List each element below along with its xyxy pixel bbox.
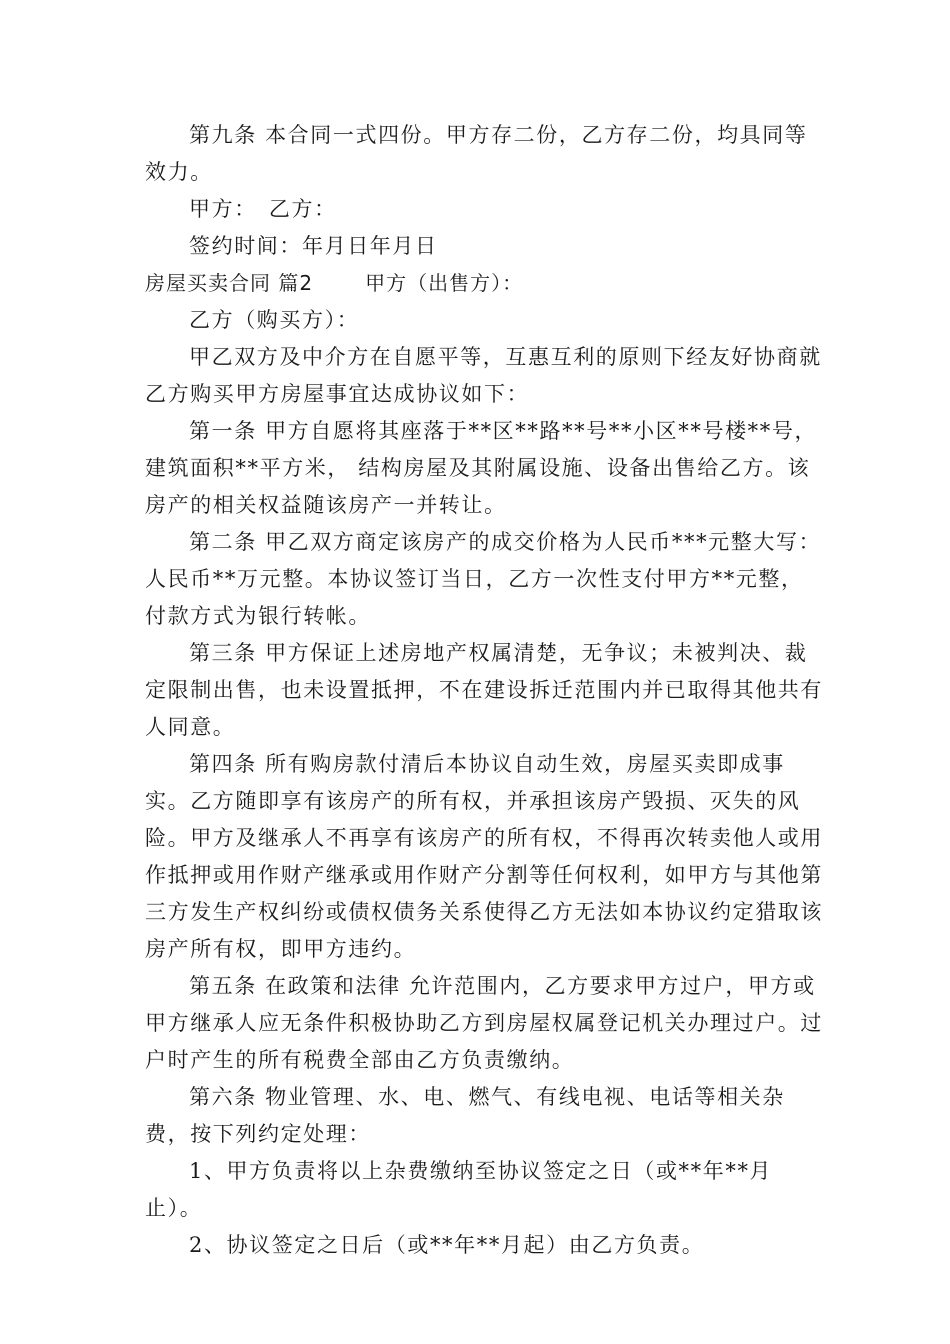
document-body — [145, 117, 825, 1264]
article-2-paragraph: 第二条 甲乙双方商定该房产的成交价格为人民币***元整大写：人民币**万元整。本协议签订当日，乙方一次性支付甲方**元整，付款方式为银行转帐。 — [145, 530, 822, 628]
article-5-paragraph: 第五条 在政策和法律 允许范围内，乙方要求甲方过户，甲方或甲方继承人应无条件积极协助乙方到房屋权属登记机关办理过户。过户时产生的所有税费全部由乙方负责缴纳。 — [145, 974, 823, 1072]
list-item-1: 1、甲方负责将以上杂费缴纳至协议签定之日（或**年**月止）。 — [145, 1159, 773, 1220]
signature-parties-line: 甲方： 乙方： — [189, 197, 337, 221]
article-3-paragraph: 第三条 甲方保证上述房地产权属清楚，无争议；未被判决、裁定限制出售，也未设置抵押，不在建设拆迁范围内并已取得其他共有人同意。 — [145, 641, 823, 739]
article-6-paragraph: 第六条 物业管理、水、电、燃气、有线电视、电话等相关杂费，按下列约定处理： — [145, 1085, 785, 1146]
contract-heading — [145, 265, 825, 302]
intro-paragraph: 甲乙双方及中介方在自愿平等，互惠互利的原则下经友好协商就乙方购买甲方房屋事宜达成协议如下： — [145, 345, 822, 406]
article-4-paragraph: 第四条 所有购房款付清后本协议自动生效，房屋买卖即成事实。乙方随即享有该房产的所有权，并承担该房产毁损、灭失的风险。甲方及继承人不再享有该房产的所有权，不得再次转卖他人或用作抵押或用作财产继承或用作财产分割等任何权利，如甲方与其他第三方发生产权纠纷或债权债务关系使得乙方无法如本协议约定猎取该房产所有权，即甲方违约。 — [145, 752, 823, 961]
article-1-paragraph: 第一条 甲方自愿将其座落于**区**路**号**小区**号楼**号，建筑面积**平方米， 结构房屋及其附属设施、设备出售给乙方。该房产的相关权益随该房产一并转让。 — [145, 419, 818, 517]
sign-date-line: 签约时间：年月日年月日 — [189, 234, 438, 258]
contract-title: 房屋买卖合同 篇2 — [145, 271, 314, 295]
party-b-label: 乙方（购买方）： — [189, 308, 360, 332]
article-9-paragraph: 第九条 本合同一式四份。甲方存二份，乙方存二份，均具同等效力。 — [145, 123, 808, 184]
list-item-2: 2、协议签定之日后（或**年**月起）由乙方负责。 — [189, 1233, 705, 1257]
party-a-label: 甲方（出售方）： — [365, 271, 524, 295]
